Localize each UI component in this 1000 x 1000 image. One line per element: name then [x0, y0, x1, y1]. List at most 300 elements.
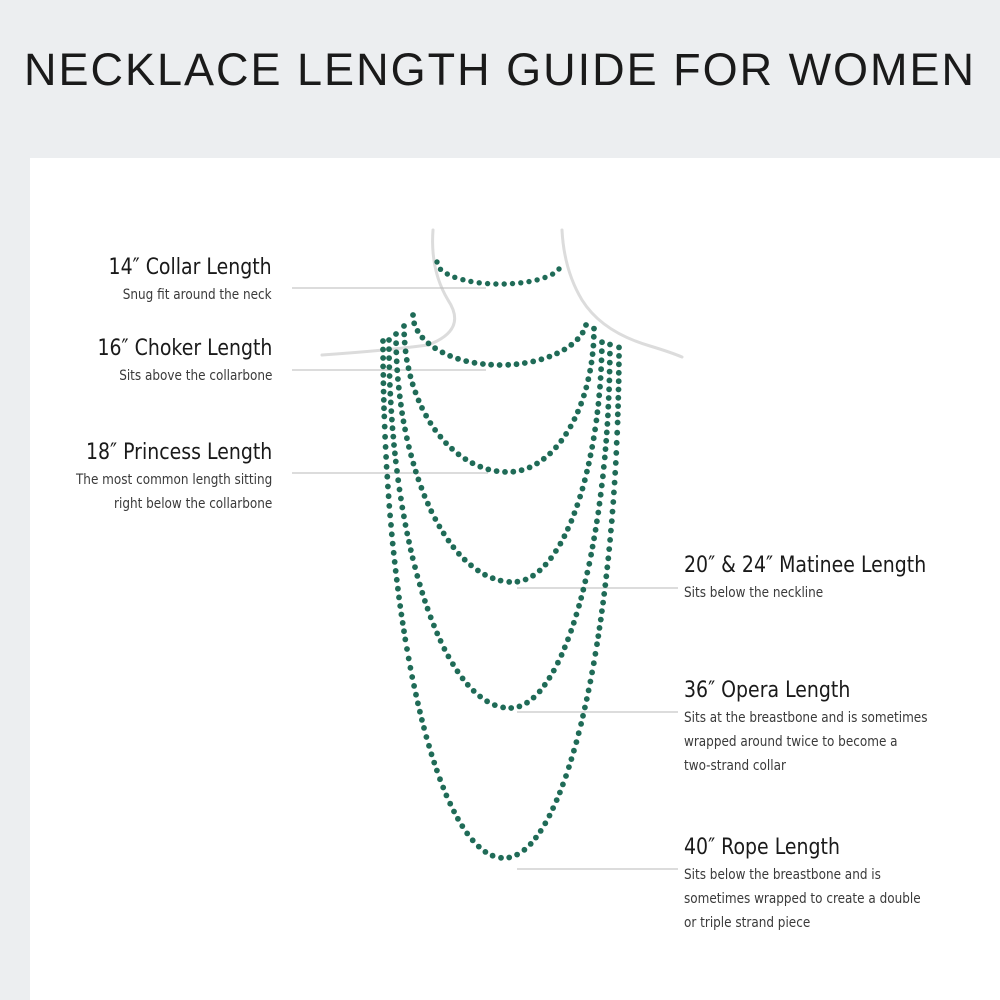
bead [402, 340, 408, 346]
bead [445, 271, 450, 276]
bead [583, 385, 589, 391]
bead [422, 598, 428, 604]
bead [548, 555, 554, 561]
bead [395, 376, 401, 382]
bead [446, 538, 452, 544]
bead [607, 342, 613, 348]
bead [401, 418, 407, 424]
bead [613, 450, 619, 456]
bead [542, 682, 548, 688]
bead [408, 665, 414, 671]
rope-strand [380, 338, 622, 861]
bead [500, 705, 506, 711]
bead [613, 460, 619, 466]
bead [605, 421, 611, 427]
bead [599, 348, 605, 354]
label-rope-desc-3: or triple strand piece [684, 915, 811, 931]
label-choker-desc: Sits above the collarbone [118, 368, 272, 384]
bead [616, 353, 622, 359]
bead [522, 847, 528, 853]
bead [419, 485, 425, 491]
bead [614, 430, 620, 436]
bead [588, 452, 594, 458]
bead [591, 435, 597, 441]
bead [390, 425, 396, 431]
bead [440, 785, 446, 791]
bead [411, 461, 417, 467]
bead [550, 271, 555, 276]
bead [551, 668, 557, 674]
bead [384, 464, 390, 470]
bead [475, 568, 481, 574]
bead [488, 362, 494, 368]
bead [596, 401, 602, 407]
bead [565, 636, 571, 642]
label-princess [44, 440, 272, 516]
bead [553, 548, 559, 554]
bead [399, 612, 405, 618]
bead [555, 660, 561, 666]
bead [580, 713, 586, 719]
bead [386, 337, 392, 343]
bead [523, 577, 529, 583]
bead [423, 413, 429, 419]
bead [614, 440, 620, 446]
bead [393, 331, 399, 337]
bead [463, 358, 469, 364]
bead [477, 694, 483, 700]
bead [387, 373, 393, 379]
bead [593, 651, 599, 657]
bead [580, 330, 586, 336]
bead [401, 513, 407, 519]
bead [411, 320, 417, 326]
bead [605, 413, 611, 419]
bead [410, 381, 416, 387]
bead [451, 809, 457, 815]
bead [537, 568, 543, 574]
bead [569, 518, 575, 524]
bead [404, 531, 410, 537]
label-princess-desc-1: The most common length sitting [75, 472, 272, 488]
bead [401, 332, 407, 338]
bead [616, 387, 622, 393]
bead [399, 505, 405, 511]
bead [388, 400, 394, 406]
bead [571, 620, 577, 626]
bead [603, 438, 609, 444]
bead [607, 369, 613, 375]
bead [597, 501, 603, 507]
bead [589, 444, 595, 450]
bead [569, 756, 575, 762]
bead [452, 275, 457, 280]
bead [429, 751, 435, 757]
bead [600, 473, 606, 479]
bead [547, 354, 553, 360]
bead [413, 469, 419, 475]
bead [386, 346, 392, 352]
bead [382, 434, 388, 440]
bead [608, 528, 614, 534]
bead [492, 702, 498, 708]
bead [380, 372, 386, 378]
bead [534, 277, 539, 282]
bead [459, 823, 465, 829]
bead [506, 855, 512, 861]
bead [576, 603, 582, 609]
bead [584, 696, 590, 702]
bead [497, 362, 503, 368]
bead [602, 582, 608, 588]
bead [442, 646, 448, 652]
bead [594, 418, 600, 424]
bead [388, 408, 394, 414]
bead [381, 389, 387, 395]
bead [472, 360, 478, 366]
header [0, 0, 1000, 158]
bead [572, 510, 578, 516]
bead [510, 281, 515, 286]
bead [568, 628, 574, 634]
bead [447, 801, 453, 807]
bead [451, 544, 457, 550]
bead [611, 490, 617, 496]
bead [434, 768, 440, 774]
bead [615, 420, 621, 426]
bead [557, 790, 563, 796]
bead [543, 562, 549, 568]
bead [392, 450, 398, 456]
bead [409, 674, 415, 680]
bead [502, 469, 508, 475]
bead [465, 682, 471, 688]
bead [563, 773, 569, 779]
bead [415, 328, 421, 334]
bead [476, 844, 482, 850]
bead [417, 582, 423, 588]
bead [593, 527, 599, 533]
bead [574, 739, 580, 745]
bead [602, 455, 608, 461]
bead [412, 564, 418, 570]
bead [464, 831, 470, 837]
bead [431, 760, 437, 766]
bead [394, 358, 400, 364]
bead [582, 705, 588, 711]
bead [558, 541, 564, 547]
bead [408, 547, 414, 553]
bead [428, 614, 434, 620]
bead [426, 743, 432, 749]
bead [437, 776, 443, 782]
bead [537, 689, 543, 695]
bead [381, 397, 387, 403]
bead [425, 606, 431, 612]
bead [396, 385, 402, 391]
label-opera-desc-2: wrapped around twice to become a [684, 734, 898, 750]
bead [403, 348, 409, 354]
princess-strand [401, 323, 597, 475]
bead [578, 721, 584, 727]
bead [413, 390, 419, 396]
bead [603, 573, 609, 579]
bead [599, 357, 605, 363]
label-matinee [684, 553, 966, 605]
bead [607, 537, 613, 543]
bead [425, 501, 431, 507]
label-collar-title: 14″ Collar Length [108, 255, 272, 280]
bead [383, 444, 389, 450]
bead [519, 467, 525, 473]
bead [610, 509, 616, 515]
bead [444, 793, 450, 799]
bead [381, 405, 387, 411]
bead [393, 568, 399, 574]
bead [510, 469, 516, 475]
bead [380, 355, 386, 361]
bead [568, 424, 574, 430]
bead [382, 424, 388, 430]
bead [558, 438, 564, 444]
bead [581, 393, 587, 399]
bead [431, 623, 437, 629]
bead [393, 349, 399, 355]
bead [394, 468, 400, 474]
bead [547, 675, 553, 681]
bead [601, 464, 607, 470]
bead [526, 279, 531, 284]
bead [585, 376, 591, 382]
bead [440, 350, 446, 356]
bead [615, 403, 621, 409]
bead [397, 487, 403, 493]
bead [391, 550, 397, 556]
bead [432, 516, 438, 522]
bead [588, 552, 594, 558]
bead [582, 578, 588, 584]
bead [386, 493, 392, 499]
bead [483, 849, 489, 855]
bead [607, 360, 613, 366]
bead [612, 470, 618, 476]
label-rope [684, 835, 959, 935]
bead [460, 676, 466, 682]
bead [574, 612, 580, 618]
bead [502, 281, 507, 286]
bead [406, 656, 412, 662]
bead [607, 351, 613, 357]
bead [530, 573, 536, 579]
bead [527, 465, 533, 471]
bead [396, 595, 402, 601]
bead [547, 451, 553, 457]
bead [397, 393, 403, 399]
bead [449, 446, 455, 452]
bead [470, 460, 476, 466]
bead [533, 835, 539, 841]
label-princess-desc-2: right below the collarbone [113, 496, 272, 512]
bead [541, 456, 547, 462]
bead [432, 345, 438, 351]
bead [603, 446, 609, 452]
bead [562, 644, 568, 650]
opera-strand [386, 337, 613, 711]
bead [383, 454, 389, 460]
bead [566, 764, 572, 770]
bead [394, 577, 400, 583]
bead [578, 595, 584, 601]
bead [456, 551, 462, 557]
bead [450, 661, 456, 667]
bead [408, 452, 414, 458]
bead [565, 526, 571, 532]
bead [432, 427, 438, 433]
bead [387, 513, 393, 519]
bead [380, 338, 386, 344]
bead [456, 451, 462, 457]
bead [389, 417, 395, 423]
bead [568, 342, 574, 348]
bead [419, 590, 425, 596]
bead [494, 468, 500, 474]
matinee-strand [393, 331, 605, 585]
bead [586, 561, 592, 567]
bead [599, 608, 605, 614]
bead [591, 326, 597, 332]
bead [455, 668, 461, 674]
bead [390, 541, 396, 547]
bead [404, 646, 410, 652]
bead [411, 683, 417, 689]
bead [390, 434, 396, 440]
guide-panel [30, 158, 1000, 1000]
bead [562, 347, 568, 353]
page-title: NECKLACE LENGTH GUIDE FOR WOMEN [23, 44, 977, 95]
bead [598, 492, 604, 498]
bead [596, 392, 602, 398]
bead [438, 434, 444, 440]
bead [397, 603, 403, 609]
bead [416, 477, 422, 483]
bead [384, 474, 390, 480]
bead [406, 539, 412, 545]
bead [575, 409, 581, 415]
bead [547, 813, 553, 819]
bead [441, 531, 447, 537]
bead [591, 660, 597, 666]
bead [524, 700, 530, 706]
bead [402, 637, 408, 643]
bead [381, 380, 387, 386]
bead [460, 277, 465, 282]
bead [403, 522, 409, 528]
label-choker-title: 16″ Choker Length [97, 336, 272, 361]
bead [610, 499, 616, 505]
bead [381, 414, 387, 420]
bead [389, 531, 395, 537]
bead [438, 267, 443, 272]
bead [498, 855, 504, 861]
bead [410, 555, 416, 561]
bead [595, 409, 601, 415]
label-rope-desc-1: Sits below the breastbone and is [684, 867, 881, 883]
bead [563, 431, 569, 437]
bead [522, 360, 528, 366]
label-collar-desc: Snug fit around the neck [123, 287, 272, 303]
bead [402, 427, 408, 433]
bead [584, 570, 590, 576]
bead [554, 351, 560, 357]
bead [530, 359, 536, 365]
bead [485, 281, 490, 286]
bead [477, 280, 482, 285]
bead [395, 477, 401, 483]
label-rope-title: 40″ Rope Length [684, 835, 840, 860]
bead [542, 275, 547, 280]
bead [587, 368, 593, 374]
bead [477, 464, 483, 470]
bead [419, 717, 425, 723]
bead [408, 373, 414, 379]
bead [538, 828, 544, 834]
bead [586, 688, 592, 694]
bead [463, 456, 469, 462]
bead [539, 356, 545, 362]
bead [612, 480, 618, 486]
bead [434, 631, 440, 637]
bead [422, 493, 428, 499]
bead [414, 573, 420, 579]
bead [597, 625, 603, 631]
bead [424, 734, 430, 740]
bead [534, 461, 540, 467]
bead [574, 502, 580, 508]
bead [576, 730, 582, 736]
bead [468, 279, 473, 284]
bead [417, 709, 423, 715]
bead [386, 364, 392, 370]
bead [514, 852, 520, 858]
bead [559, 652, 565, 658]
bead [607, 378, 613, 384]
collar-strand [434, 259, 561, 286]
bead [562, 533, 568, 539]
bead [393, 459, 399, 465]
bead [484, 698, 490, 704]
bead [590, 544, 596, 550]
bead [592, 427, 598, 433]
bead [616, 345, 622, 351]
bead [395, 586, 401, 592]
bead [582, 477, 588, 483]
label-collar [82, 255, 272, 307]
bead [387, 382, 393, 388]
bead [599, 483, 605, 489]
bead [468, 562, 474, 568]
bead [438, 638, 444, 644]
bead [615, 395, 621, 401]
bead [572, 416, 578, 422]
bead [606, 395, 612, 401]
label-opera-desc-1: Sits at the breastbone and is sometimes [684, 710, 928, 726]
bead [591, 535, 597, 541]
bead [470, 837, 476, 843]
bead [588, 679, 594, 685]
bead [606, 546, 612, 552]
bead [591, 343, 597, 349]
bead [485, 467, 491, 473]
